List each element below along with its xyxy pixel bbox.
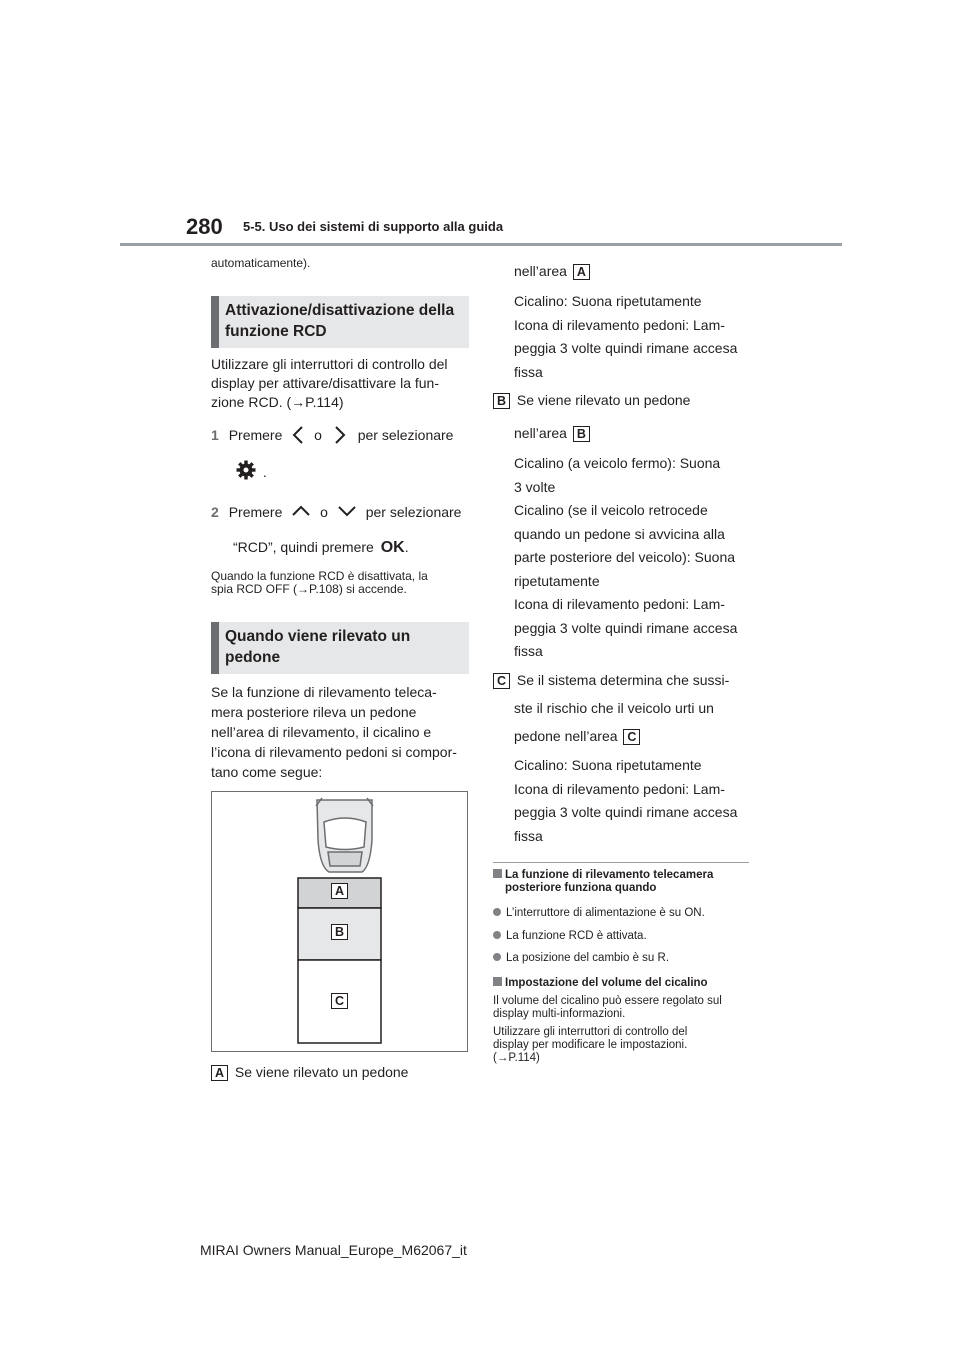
square-bullet-icon	[493, 977, 502, 986]
text-line: zione RCD. (→P.114)	[211, 394, 344, 410]
heading-pedestrian-detected	[211, 622, 469, 674]
case-text: nell’area	[514, 263, 567, 279]
bullet-text: L’interruttore di alimentazione è su ON.	[506, 907, 705, 919]
note-title-text: Impostazione del volume del cicalino	[505, 977, 708, 989]
case-text: Se viene rilevato un pedone	[234, 1064, 409, 1080]
note-title-text: posteriore funziona quando	[505, 882, 657, 894]
step-text: .	[262, 464, 267, 480]
note-2-title	[493, 977, 708, 990]
case-text: nell’area	[514, 425, 567, 441]
text-line: peggia 3 volte quindi rimane accesa	[514, 619, 738, 636]
text-line: Quando la funzione RCD è disattivata, la	[211, 569, 428, 583]
square-bullet-icon	[493, 869, 502, 878]
zone-label: A	[211, 1065, 228, 1081]
zone-label: B	[493, 393, 510, 409]
text-line: Cicalino: Suona ripetutamente	[514, 293, 702, 309]
car-diagram	[212, 792, 467, 1051]
case-text: Se il sistema determina che sussi-	[516, 672, 730, 688]
step-text: o	[314, 427, 322, 443]
step-text: Premere	[228, 504, 283, 520]
case-c-details	[514, 754, 764, 848]
text-line: quando un pedone si avvicina alla	[514, 525, 725, 542]
case-c-line2: ste il rischio che il veicolo urti un	[514, 700, 714, 716]
ok-button-symbol: OK	[380, 539, 405, 556]
bullet-item	[493, 952, 669, 965]
text-line: Utilizzare gli interruttori di controllo del	[211, 356, 448, 372]
text-line: nell’area di rilevamento, il cicalino e	[211, 724, 432, 740]
step-1	[211, 426, 471, 449]
step-number: 1	[211, 427, 219, 443]
step-2	[211, 503, 471, 522]
text-line: Utilizzare gli interruttori di controllo del	[493, 1026, 688, 1038]
text-line: Il volume del cicalino può essere regolato sul	[493, 995, 722, 1007]
step-text: “RCD”, quindi premere	[233, 539, 374, 555]
note-1-title	[493, 869, 755, 895]
step-number: 2	[211, 504, 219, 520]
bullet-item	[493, 930, 647, 943]
page-number: 280	[186, 214, 223, 239]
zone-label: C	[493, 673, 510, 689]
header-rule	[120, 243, 842, 246]
text-line: Cicalino (a veicolo fermo): Suona	[514, 455, 721, 471]
text-line: Icona di rilevamento pedoni: Lam-	[514, 596, 725, 612]
bullet-text: La posizione del cambio è su R.	[506, 952, 670, 964]
text-line: (→P.114)	[493, 1052, 540, 1064]
section-title: 5-5. Uso dei sistemi di supporto alla guida	[243, 219, 504, 234]
note-2-body	[493, 995, 755, 1065]
round-bullet-icon	[493, 908, 501, 916]
zone-c-label: C	[331, 993, 348, 1009]
zone-label: C	[623, 729, 640, 745]
step-text: Premere	[228, 427, 283, 443]
detection-area-diagram	[211, 791, 468, 1052]
step-1-icon-line	[236, 460, 267, 485]
text-line: Cicalino: Suona ripetutamente	[514, 757, 702, 773]
zone-a-label: A	[331, 883, 348, 899]
case-c-area	[514, 727, 640, 746]
paragraph-detection	[211, 683, 473, 782]
text-line: tano come segue:	[211, 764, 323, 780]
rcd-off-note	[211, 570, 471, 596]
text-line: display per attivare/disattivare la fun-	[211, 375, 439, 391]
bullet-item	[493, 907, 705, 920]
heading-rcd-toggle	[211, 296, 469, 348]
case-text: pedone nell’area	[514, 728, 618, 744]
heading-line: Quando viene rilevato un	[225, 628, 411, 645]
chevron-right-icon	[334, 426, 346, 449]
text-line: fissa	[514, 827, 543, 844]
round-bullet-icon	[493, 931, 501, 939]
case-a-area	[514, 262, 590, 281]
text-line: 3 volte	[514, 478, 556, 495]
text-line: Cicalino (se il veicolo retrocede	[514, 502, 708, 518]
text-line: spia RCD OFF (→P.108) si accende.	[211, 582, 407, 596]
step-2-line2	[233, 538, 409, 557]
text-line: peggia 3 volte quindi rimane accesa	[514, 804, 738, 820]
paragraph-rcd-intro	[211, 355, 471, 412]
step-text: o	[320, 504, 328, 520]
text-line: display multi-informazioni.	[493, 1008, 626, 1020]
zone-label: B	[573, 426, 590, 442]
intro-text: automaticamente).	[211, 256, 311, 270]
heading-line: Attivazione/disattivazione della	[225, 302, 455, 319]
step-text: per selezionare	[357, 427, 454, 443]
case-a-heading	[211, 1063, 408, 1082]
chevron-down-icon	[338, 503, 356, 522]
text-line: parte posteriore del veicolo): Suona	[514, 549, 736, 565]
text-line: Icona di rilevamento pedoni: Lam-	[514, 780, 725, 797]
note-title-text: La funzione di rilevamento telecamera	[505, 869, 714, 881]
zone-label: A	[573, 264, 590, 280]
case-b-details	[514, 452, 764, 664]
heading-line: funzione RCD	[225, 323, 327, 340]
car-icon	[316, 798, 373, 872]
text-line: mera posteriore rileva un pedone	[211, 704, 417, 720]
step-text: per selezionare	[365, 504, 462, 520]
bullet-text: La funzione RCD è attivata.	[506, 930, 647, 942]
text-line: peggia 3 volte quindi rimane accesa	[514, 340, 738, 356]
case-b-heading	[493, 391, 690, 410]
heading-line: pedone	[225, 649, 281, 666]
text-line: l’icona di rilevamento pedoni si compor-	[211, 744, 457, 760]
text-line: Icona di rilevamento pedoni: Lam-	[514, 316, 725, 333]
zone-b-label: B	[331, 924, 348, 940]
text-line: Se la funzione di rilevamento teleca-	[211, 684, 437, 700]
case-c-heading	[493, 671, 729, 690]
step-text: .	[404, 539, 409, 555]
gear-icon	[236, 460, 256, 485]
text-line: ripetutamente	[514, 572, 600, 589]
footer-text: MIRAI Owners Manual_Europe_M62067_it	[200, 1242, 467, 1258]
round-bullet-icon	[493, 953, 501, 961]
chevron-up-icon	[292, 503, 310, 522]
case-text: Se viene rilevato un pedone	[516, 392, 691, 408]
notes-rule	[493, 862, 749, 863]
case-a-details	[514, 290, 764, 384]
text-line: display per modificare le impostazioni.	[493, 1039, 688, 1051]
chevron-left-icon	[292, 426, 304, 449]
text-line: fissa	[514, 643, 543, 659]
case-b-area	[514, 424, 590, 443]
text-line: fissa	[514, 363, 543, 380]
